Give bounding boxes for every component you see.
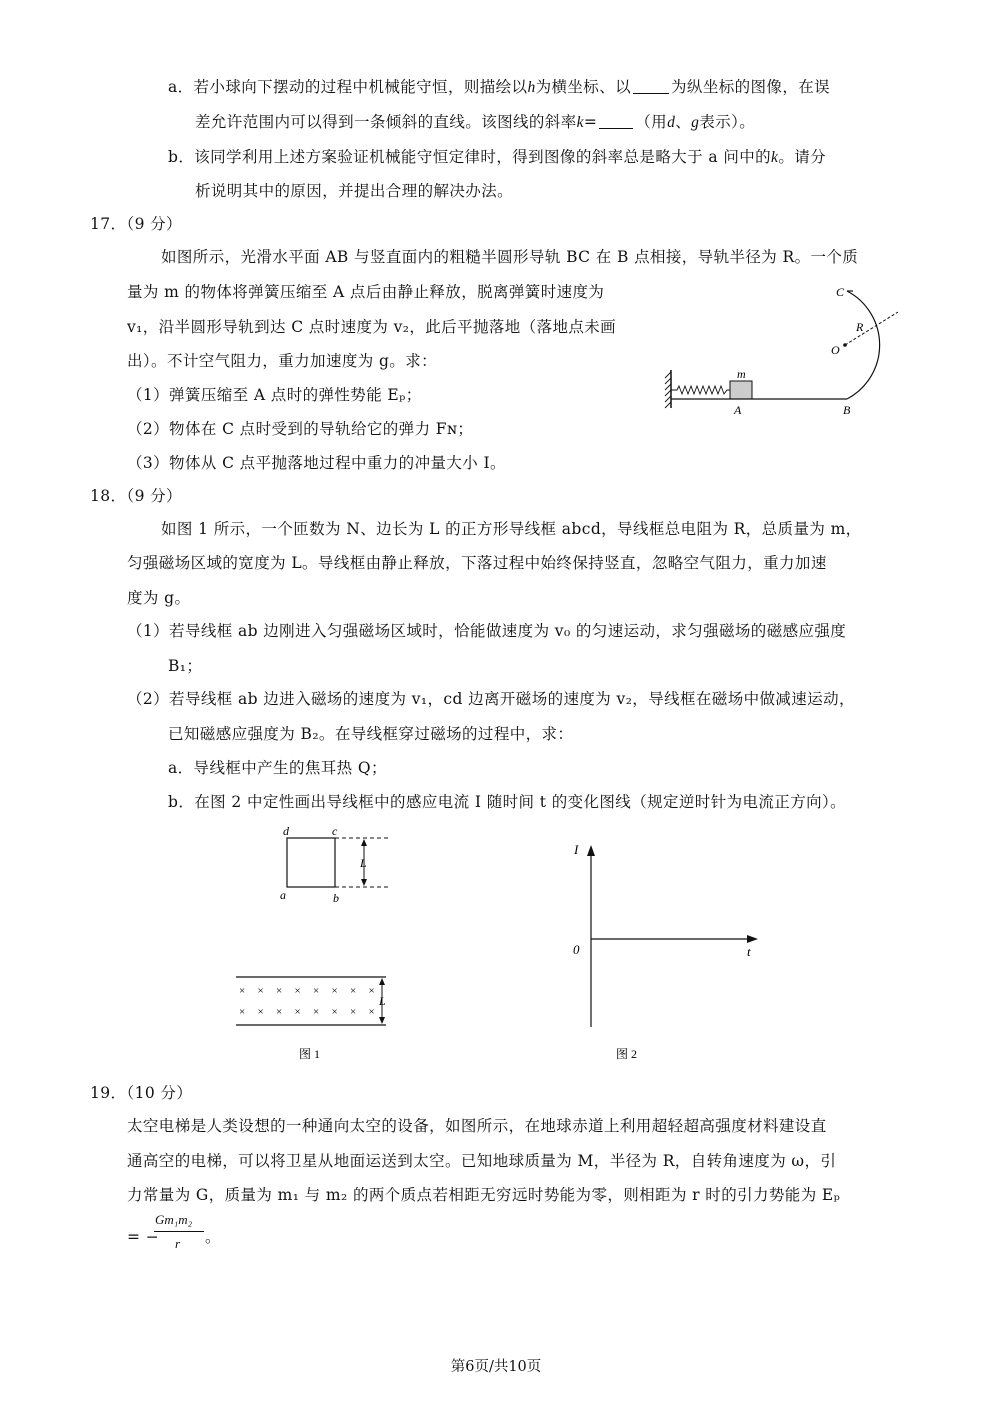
label-d: d (283, 824, 289, 838)
q19-para-3: 力常量为 G，质量为 m₁ 与 m₂ 的两个质点若相距无穷远时势能为零，则相距为 r 时的引力势能为 Eₚ (127, 1186, 841, 1204)
q17-figure (655, 278, 915, 423)
q18-figure-1 (230, 820, 400, 1070)
field-cross: × (294, 1006, 301, 1018)
label-O: O (831, 343, 840, 357)
q17-para-1: 如图所示，光滑水平面 AB 与竖直面内的粗糙半圆形导轨 BC 在 B 点相接，导轨半径为 R。一个质 (161, 248, 859, 266)
q18-para-3: 度为 g。 (127, 589, 191, 607)
q19-heading: 19．（10 分） (90, 1084, 193, 1102)
figure-2-caption: 图 2 (616, 1047, 638, 1061)
q16-line-a1: a．若小球向下摆动的过程中机械能守恒，则描绘以h为横坐标、以 为纵坐标的图像，在误 (168, 78, 831, 96)
label-c: c (332, 824, 338, 838)
field-cross: × (294, 985, 301, 997)
q18-sub-b: b．在图 2 中定性画出导线框中的感应电流 I 随时间 t 的变化图线（规定逆时针为电流正方向）。 (168, 793, 847, 811)
q17-sub-2: （2）物体在 C 点时受到的导轨给它的弹力 Fɴ； (127, 420, 474, 438)
axis-label-t: t (747, 944, 751, 959)
q19-para-2: 通高空的电梯，可以将卫星从地面运送到太空。已知地球质量为 M，半径为 R，自转角速度为 ω，引 (127, 1152, 837, 1170)
q18-para-2: 匀强磁场区域的宽度为 L。导线框由静止释放，下落过程中始终保持竖直，忽略空气阻力，重力加速 (127, 554, 827, 572)
label-A: A (734, 403, 742, 417)
q18-sub-1b: B₁； (168, 657, 203, 675)
q19-eq-suffix: 。 (205, 1228, 221, 1246)
q17-sub-1: （1）弹簧压缩至 A 点时的弹性势能 Eₚ； (127, 386, 422, 404)
q19-para-1: 太空电梯是人类设想的一种通向太空的设备，如图所示，在地球赤道上利用超轻超高强度材料建设直 (127, 1117, 827, 1135)
fraction-bar (154, 1231, 204, 1232)
q17-heading: 17．（9 分） (90, 215, 182, 233)
field-cross: × (368, 985, 375, 997)
field-cross: × (313, 985, 320, 997)
q19-eq-prefix: = − (127, 1228, 160, 1246)
origin-label: 0 (573, 942, 580, 957)
field-cross: × (239, 1006, 246, 1018)
field-cross: × (331, 985, 338, 997)
field-cross: × (350, 985, 357, 997)
figure-1-caption: 图 1 (299, 1047, 321, 1061)
q19-denominator: r (175, 1236, 181, 1251)
field-cross: × (257, 1006, 264, 1018)
label-L-frame: L (360, 856, 367, 870)
field-cross: × (350, 1006, 357, 1018)
label-a: a (280, 888, 286, 902)
field-cross: × (276, 985, 283, 997)
label-b: b (333, 891, 339, 905)
field-crosses-bottom (239, 1006, 375, 1018)
q17-para-4: 出）。不计空气阻力，重力加速度为 g。求： (127, 352, 438, 370)
q17-para-3: v₁，沿半圆形导轨到达 C 点时速度为 v₂，此后平抛落地（落地点未画 (127, 318, 617, 336)
label-R: R (856, 320, 864, 334)
label-B: B (843, 403, 851, 417)
q18-sub-1: （1）若导线框 ab 边刚进入匀强磁场区域时，恰能做速度为 v₀ 的匀速运动，求匀强磁场的磁感应强度 (127, 622, 847, 640)
q18-sub-2b: 已知磁感应强度为 B₂。在导线框穿过磁场的过程中，求： (168, 725, 574, 743)
q18-para-1: 如图 1 所示，一个匝数为 N、边长为 L 的正方形导线框 abcd，导线框总电阻为 R，总质量为 m， (161, 520, 862, 538)
q16-line-a2: 差允许范围内可以得到一条倾斜的直线。该图线的斜率k= （用d、g表示）。 (195, 113, 756, 131)
q18-sub-a: a．导线框中产生的焦耳热 Q； (168, 759, 387, 777)
page-footer: 第6页/共10页 (450, 1359, 542, 1375)
label-m: m (737, 367, 746, 381)
field-cross: × (276, 1006, 283, 1018)
answer-blank (633, 77, 669, 94)
field-cross: × (239, 985, 246, 997)
q16-line-b1: b．该同学利用上述方案验证机械能守恒定律时，得到图像的斜率总是略大于 a 问中的k。请分 (168, 148, 827, 166)
q17-para-2: 量为 m 的物体将弹簧压缩至 A 点后由静止释放，脱离弹簧时速度为 (127, 283, 605, 301)
field-cross: × (331, 1006, 338, 1018)
field-cross: × (257, 985, 264, 997)
q18-sub-2: （2）若导线框 ab 边进入磁场的速度为 v₁，cd 边离开磁场的速度为 v₂，导线框在磁场中做减速运动， (127, 690, 855, 708)
q18-figure-2 (560, 830, 770, 1070)
q17-sub-3: （3）物体从 C 点平抛落地过程中重力的冲量大小 I。 (127, 454, 506, 472)
answer-blank (599, 112, 633, 129)
q19-numerator: Gm₁m₂ (155, 1212, 193, 1227)
q16-line-b2: 析说明其中的原因，并提出合理的解决办法。 (195, 182, 514, 200)
field-crosses-top (239, 985, 375, 997)
axis-label-I: I (574, 842, 579, 857)
label-L-field: L (379, 994, 386, 1008)
label-C: C (836, 285, 845, 299)
field-cross: × (313, 1006, 320, 1018)
q18-heading: 18．（9 分） (90, 487, 182, 505)
field-cross: × (368, 1006, 375, 1018)
